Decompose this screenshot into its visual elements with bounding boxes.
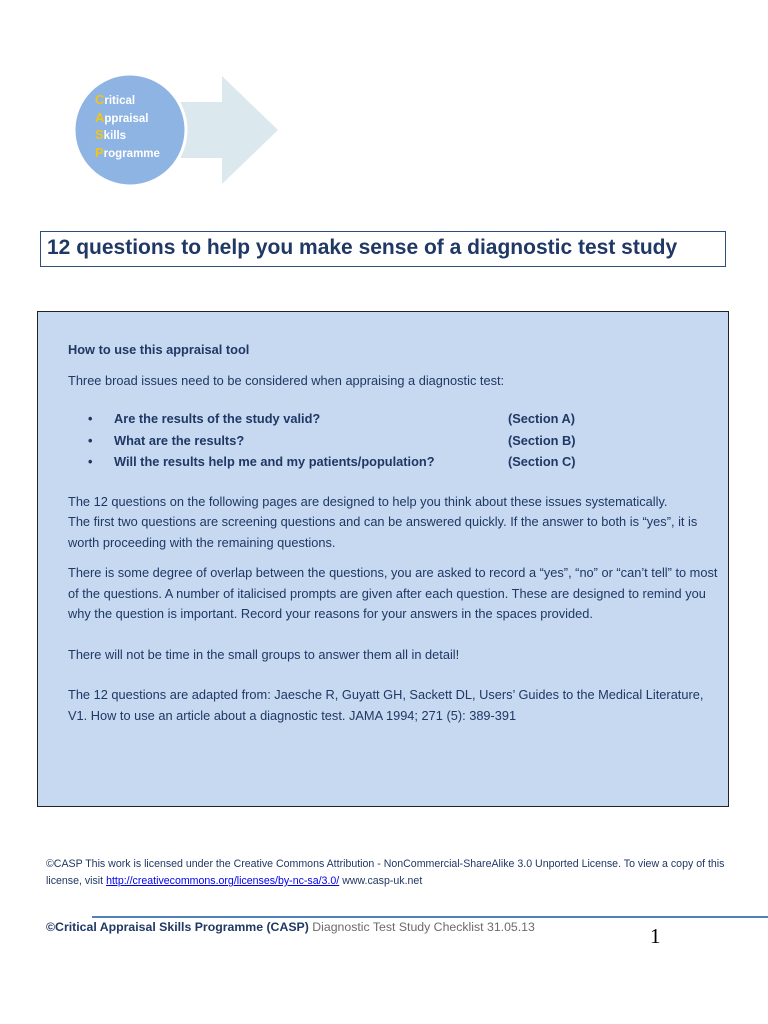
logo-initial: C bbox=[95, 92, 105, 107]
paragraph-time-note: There will not be time in the small groups to answer them all in detail! bbox=[68, 646, 460, 662]
license-text: ©CASP This work is licensed under the Creative Commons Attribution - NonCommercial-ShareAlike 3.0 Unported License. To view a copy of this license, visit bbox=[46, 858, 725, 887]
issue-section: (Section B) bbox=[508, 432, 576, 448]
page-title: 12 questions to help you make sense of a diagnostic test study bbox=[47, 236, 678, 259]
paragraph-questions-purpose: The 12 questions on the following pages are designed to help you think about these issues systematically. bbox=[68, 493, 668, 509]
intro-text: Three broad issues need to be considered when appraising a diagnostic test: bbox=[68, 372, 505, 388]
logo-word: rogramme bbox=[103, 147, 160, 160]
issue-question: What are the results? bbox=[114, 432, 245, 448]
paragraph-source: The 12 questions are adapted from: Jaesche R, Guyatt GH, Sackett DL, Users’ Guides to the Medical Literature, V1. How to use an article about a diagnostic test. JAMA 1994; 271 (5): 389-391 bbox=[68, 687, 704, 723]
issue-item bbox=[68, 431, 720, 453]
footer bbox=[46, 920, 535, 934]
paragraph-screening: The first two questions are screening questions and can be answered quickly. If the answer to both is “yes”, it is worth proceeding with the remaining questions. bbox=[68, 514, 698, 550]
appraisal-instructions-panel bbox=[37, 311, 729, 807]
site-url: www.casp-uk.net bbox=[342, 875, 423, 887]
issue-question: Are the results of the study valid? bbox=[114, 411, 321, 426]
footer-document-name: Diagnostic Test Study Checklist 31.05.13 bbox=[312, 920, 535, 934]
license-notice bbox=[46, 856, 726, 890]
footer-org: ©Critical Appraisal Skills Programme (CASP) bbox=[46, 920, 309, 934]
casp-logo bbox=[72, 74, 282, 186]
logo-line-programme bbox=[95, 145, 160, 163]
logo-line-critical bbox=[95, 92, 160, 110]
issue-section: (Section A) bbox=[508, 411, 576, 426]
license-link[interactable]: http://creativecommons.org/licenses/by-nc-sa/3.0/ bbox=[106, 875, 340, 887]
bullet-icon: • bbox=[88, 454, 93, 469]
bullet-icon: • bbox=[88, 432, 93, 448]
paragraph-overlap: There is some degree of overlap between the questions, you are asked to record a “yes”, “no” or “can’t tell” to most of the questions. A number of italicised prompts are given after each question. These are designed to remind you why the question is important. Record your reasons for your answers in the spaces provided. bbox=[68, 565, 718, 621]
issue-item bbox=[68, 409, 720, 431]
logo-initial: A bbox=[95, 109, 105, 125]
logo-initial: P bbox=[95, 144, 104, 160]
issue-question: Will the results help me and my patients/population? bbox=[114, 454, 435, 469]
issue-section: (Section C) bbox=[508, 454, 576, 469]
page-number: 1 bbox=[650, 924, 661, 948]
logo-line-appraisal bbox=[95, 110, 160, 128]
issue-item bbox=[68, 452, 720, 474]
title-box bbox=[40, 231, 726, 267]
logo-initial: S bbox=[95, 127, 104, 142]
logo-word: kills bbox=[103, 130, 127, 142]
logo-word: ritical bbox=[104, 95, 136, 107]
panel-content bbox=[68, 340, 720, 726]
logo-line-skills bbox=[95, 127, 160, 145]
bullet-icon: • bbox=[88, 411, 93, 426]
logo-word: ppraisal bbox=[104, 112, 149, 125]
logo-text bbox=[95, 92, 160, 162]
issues-list bbox=[68, 409, 720, 474]
panel-heading: How to use this appraisal tool bbox=[68, 342, 250, 357]
footer-divider bbox=[92, 916, 768, 918]
